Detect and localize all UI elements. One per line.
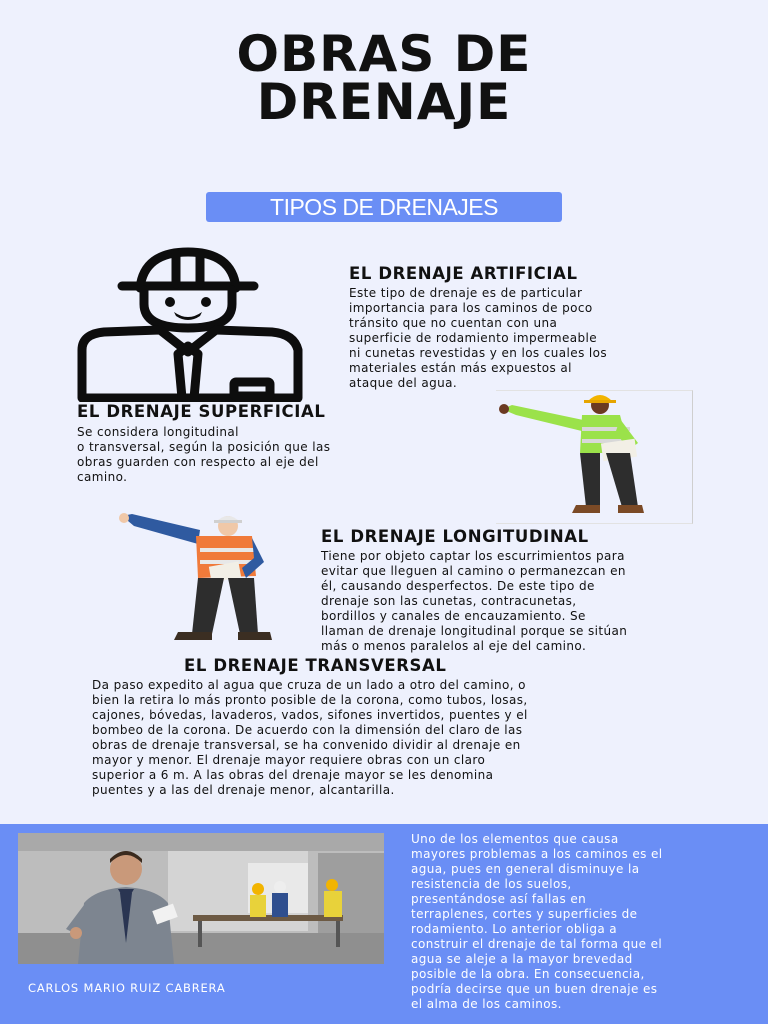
text-line: mayor y menor. El drenaje mayor requiere obras con un claro bbox=[92, 753, 486, 767]
text-line: agua se aleje a la mayor brevedad bbox=[411, 952, 633, 966]
text-line: rodamiento. Lo anterior obliga a bbox=[411, 922, 618, 936]
heading-drenaje-superficial: EL DRENAJE SUPERFICIAL bbox=[77, 402, 326, 421]
text-line: Uno de los elementos que causa bbox=[411, 832, 619, 846]
text-line: agua, pues en general disminuye la bbox=[411, 862, 640, 876]
text-line: cajones, bóvedas, lavaderos, vados, sifones invertidos, puentes y el bbox=[92, 708, 528, 722]
text-line: ataque del agua. bbox=[349, 376, 458, 390]
text-line: Tiene por objeto captar los escurrimientos para bbox=[321, 549, 625, 563]
author-name: CARLOS MARIO RUIZ CABRERA bbox=[28, 981, 226, 995]
text-line: bombeo de la corona. De acuerdo con la dimensión del claro de las bbox=[92, 723, 523, 737]
text-line: puentes y a las del drenaje menor, alcantarilla. bbox=[92, 783, 395, 797]
text-line: importancia para los caminos de poco bbox=[349, 301, 593, 315]
text-line: bordillos y canales de encauzamiento. Se bbox=[321, 609, 586, 623]
text-line: camino. bbox=[77, 470, 128, 484]
title-line-2: DRENAJE bbox=[256, 73, 512, 131]
worker-orange-vest-illustration bbox=[118, 508, 278, 644]
text-line: o transversal, según la posición que las bbox=[77, 440, 331, 454]
text-line: superior a 6 m. A las obras del drenaje mayor se les denomina bbox=[92, 768, 494, 782]
text-line: él, causando desperfectos. De este tipo de bbox=[321, 579, 595, 593]
text-line: presentándose así fallas en bbox=[411, 892, 587, 906]
footer-text bbox=[411, 832, 761, 1012]
text-line: bien la retira lo más pronto posible de la corona, como tubos, losas, bbox=[92, 693, 528, 707]
text-line: ni cunetas revestidas y en los cuales los bbox=[349, 346, 608, 360]
text-drenaje-transversal bbox=[92, 678, 712, 798]
office-engineer-photo bbox=[18, 833, 384, 964]
text-line: Da paso expedito al agua que cruza de un lado a otro del camino, o bbox=[92, 678, 526, 692]
text-line: drenaje son las cunetas, contracunetas, bbox=[321, 594, 577, 608]
text-line: más o menos paralelos al eje del camino. bbox=[321, 639, 587, 653]
section-pill: TIPOS DE DRENAJES bbox=[206, 192, 562, 222]
heading-drenaje-transversal: EL DRENAJE TRANSVERSAL bbox=[184, 656, 447, 675]
text-line: obras de drenaje transversal, se ha convenido dividir al drenaje en bbox=[92, 738, 521, 752]
text-drenaje-artificial bbox=[349, 286, 729, 391]
text-drenaje-longitudinal bbox=[321, 549, 761, 654]
title-line-1: OBRAS DE bbox=[236, 25, 532, 83]
text-line: resistencia de los suelos, bbox=[411, 877, 572, 891]
text-line: obras guarden con respecto al eje del bbox=[77, 455, 319, 469]
text-line: terraplenes, cortes y superficies de bbox=[411, 907, 638, 921]
text-line: evitar que lleguen al camino o permanezcan en bbox=[321, 564, 626, 578]
text-drenaje-superficial bbox=[77, 425, 437, 485]
text-line: Este tipo de drenaje es de particular bbox=[349, 286, 583, 300]
text-line: construir el drenaje de tal forma que el bbox=[411, 937, 663, 951]
text-line: Se considera longitudinal bbox=[77, 425, 239, 439]
heading-drenaje-artificial: EL DRENAJE ARTIFICIAL bbox=[349, 264, 578, 283]
worker-green-vest-illustration bbox=[496, 390, 693, 524]
text-line: podría decirse que un buen drenaje es bbox=[411, 982, 658, 996]
heading-drenaje-longitudinal: EL DRENAJE LONGITUDINAL bbox=[321, 527, 589, 546]
text-line: llaman de drenaje longitudinal porque se sitúan bbox=[321, 624, 628, 638]
text-line: materiales están más expuestos al bbox=[349, 361, 572, 375]
text-line: posible de la obra. En consecuencia, bbox=[411, 967, 645, 981]
text-line: mayores problemas a los caminos es el bbox=[411, 847, 663, 861]
engineer-helmet-icon bbox=[74, 246, 306, 402]
page-title bbox=[0, 25, 768, 131]
text-line: tránsito que no cuentan con una bbox=[349, 316, 558, 330]
text-line: el alma de los caminos. bbox=[411, 997, 562, 1011]
text-line: superficie de rodamiento impermeable bbox=[349, 331, 598, 345]
